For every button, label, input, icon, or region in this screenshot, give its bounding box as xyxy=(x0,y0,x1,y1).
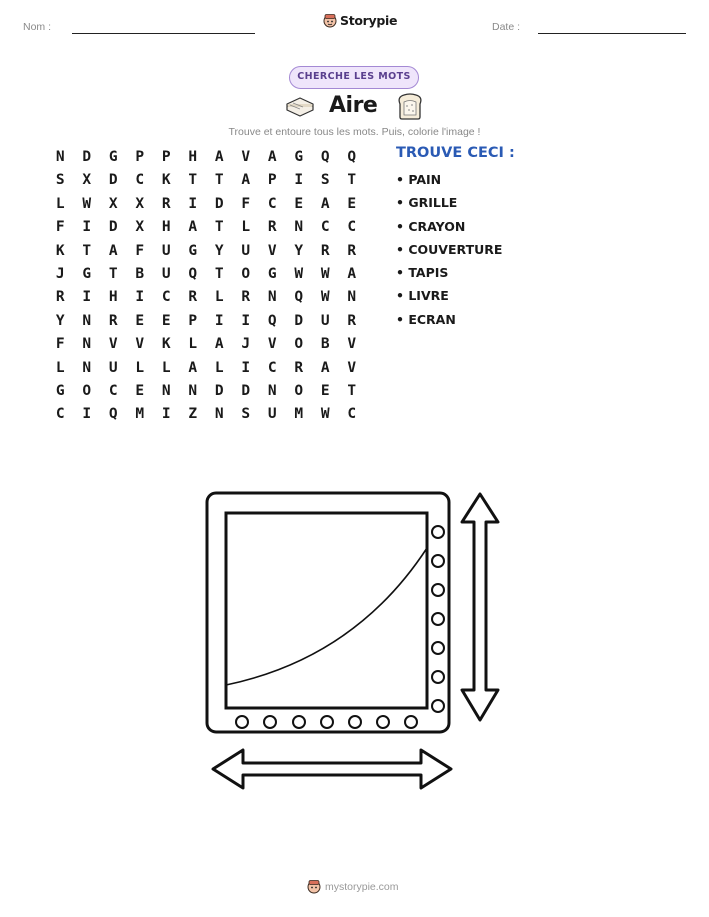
grid-letter[interactable]: E xyxy=(135,312,145,329)
grid-letter[interactable]: T xyxy=(214,265,224,282)
grid-letter[interactable]: C xyxy=(55,406,65,423)
grid-letter[interactable]: U xyxy=(267,406,277,423)
grid-letter[interactable]: Z xyxy=(188,406,198,423)
grid-row xyxy=(47,217,365,240)
word-item: • COUVERTURE xyxy=(396,241,503,257)
grid-letter[interactable]: G xyxy=(294,149,304,165)
grid-letter[interactable]: I xyxy=(82,406,92,423)
grid-letter[interactable]: V xyxy=(108,336,118,353)
grid-letter[interactable]: C xyxy=(267,359,277,376)
grid-letter[interactable]: T xyxy=(214,219,224,236)
grid-letter[interactable]: G xyxy=(267,265,277,282)
grid-letter[interactable]: I xyxy=(241,312,251,329)
grid-letter[interactable]: R xyxy=(347,242,357,259)
grid-letter[interactable]: E xyxy=(320,382,330,399)
word-item: • GRILLE xyxy=(396,195,458,211)
grid-letter[interactable]: H xyxy=(108,289,118,306)
grid-letter[interactable]: C xyxy=(108,382,118,399)
grid-letter[interactable]: Y xyxy=(214,242,224,259)
grid-letter[interactable]: Q xyxy=(294,289,304,306)
grid-letter[interactable]: N xyxy=(294,219,304,236)
grid-row xyxy=(47,334,365,357)
grid-letter[interactable]: C xyxy=(347,219,357,236)
grid-letter[interactable]: K xyxy=(161,336,171,353)
grid-letter[interactable]: H xyxy=(188,149,198,165)
word-search-grid xyxy=(47,147,365,428)
grid-row xyxy=(47,381,365,404)
grid-letter[interactable]: A xyxy=(347,265,357,282)
grid-letter[interactable]: N xyxy=(347,289,357,306)
grid-row xyxy=(47,264,365,287)
grid-letter[interactable]: Q xyxy=(188,265,198,282)
grid-letter[interactable]: E xyxy=(347,195,357,212)
grid-letter[interactable]: U xyxy=(320,312,330,329)
grid-letter[interactable]: A xyxy=(214,336,224,353)
word-item: • LIVRE xyxy=(396,288,449,304)
grid-letter[interactable]: C xyxy=(267,195,277,212)
grid-letter[interactable]: G xyxy=(188,242,198,259)
toast-bread-icon xyxy=(396,93,424,120)
grid-letter[interactable]: U xyxy=(241,242,251,259)
footer-url[interactable]: mystorypie.com xyxy=(325,880,399,893)
grid-letter[interactable]: N xyxy=(188,382,198,399)
word-item: • CRAYON xyxy=(396,218,466,234)
grid-letter[interactable]: T xyxy=(347,382,357,399)
grid-letter[interactable]: D xyxy=(108,219,118,236)
grid-letter[interactable]: G xyxy=(55,382,65,399)
grid-letter[interactable]: D xyxy=(108,172,118,189)
grid-letter[interactable]: Y xyxy=(294,242,304,259)
grid-letter[interactable]: W xyxy=(320,265,330,282)
grid-letter[interactable]: C xyxy=(320,219,330,236)
grid-letter[interactable]: O xyxy=(294,336,304,353)
grid-letter[interactable]: K xyxy=(55,242,65,259)
grid-letter[interactable]: I xyxy=(188,195,198,212)
grid-letter[interactable]: A xyxy=(320,359,330,376)
grid-letter[interactable]: S xyxy=(320,172,330,189)
grid-letter[interactable]: C xyxy=(135,172,145,189)
grid-letter[interactable]: I xyxy=(82,219,92,236)
grid-letter[interactable]: I xyxy=(214,312,224,329)
grid-letter[interactable]: X xyxy=(108,195,118,212)
grid-row xyxy=(47,147,365,170)
grid-letter[interactable]: M xyxy=(294,406,304,423)
grid-letter[interactable]: R xyxy=(267,219,277,236)
grid-letter[interactable]: Q xyxy=(320,149,330,165)
horizontal-double-arrow xyxy=(213,750,451,788)
grid-letter[interactable]: C xyxy=(347,406,357,423)
grid-letter[interactable]: G xyxy=(108,149,118,165)
grid-letter[interactable]: R xyxy=(55,289,65,306)
name-line xyxy=(72,33,255,34)
grid-letter[interactable]: D xyxy=(214,195,224,212)
grid-row xyxy=(47,358,365,381)
grid-letter[interactable]: N xyxy=(161,382,171,399)
word-item: • PAIN xyxy=(396,172,442,187)
grid-letter[interactable]: J xyxy=(241,336,251,353)
grid-letter[interactable]: J xyxy=(55,265,65,282)
grid-letter[interactable]: D xyxy=(294,312,304,329)
grid-letter[interactable]: T xyxy=(108,265,118,282)
grid-letter[interactable]: L xyxy=(214,289,224,306)
word-list xyxy=(396,170,502,333)
grid-letter[interactable]: T xyxy=(82,242,92,259)
grid-letter[interactable]: P xyxy=(135,149,145,165)
grid-letter[interactable]: L xyxy=(161,359,171,376)
grid-letter[interactable]: R xyxy=(294,359,304,376)
page-title: Aire xyxy=(329,93,378,118)
grid-letter[interactable]: I xyxy=(82,289,92,306)
grid-letter[interactable]: Q xyxy=(267,312,277,329)
date-label: Date : xyxy=(492,21,521,33)
storypie-mascot-icon xyxy=(307,879,321,894)
grid-letter[interactable]: N xyxy=(82,312,92,329)
grid-letter[interactable]: K xyxy=(161,172,171,189)
grid-letter[interactable]: A xyxy=(267,149,277,165)
grid-letter[interactable]: R xyxy=(320,242,330,259)
grid-letter[interactable]: V xyxy=(135,336,145,353)
grid-letter[interactable]: S xyxy=(55,172,65,189)
grid-row xyxy=(47,311,365,334)
coloring-illustration xyxy=(205,488,505,798)
grid-letter[interactable]: N xyxy=(267,289,277,306)
grid-letter[interactable]: W xyxy=(82,195,92,212)
instruction-text: Trouve et entoure tous les mots. Puis, colorie l'image ! xyxy=(228,126,481,138)
grid-letter[interactable]: I xyxy=(241,359,251,376)
grid-row xyxy=(47,287,365,310)
grid-row xyxy=(47,404,365,427)
grid-letter[interactable]: V xyxy=(347,336,357,353)
vertical-double-arrow xyxy=(462,494,498,720)
grid-letter[interactable]: U xyxy=(108,359,118,376)
grid-letter[interactable]: W xyxy=(294,265,304,282)
grid-row xyxy=(47,241,365,264)
tablet-illustration xyxy=(207,493,449,732)
footer xyxy=(307,879,399,894)
grid-letter[interactable]: A xyxy=(108,242,118,259)
grid-row xyxy=(47,194,365,217)
grid-letter[interactable]: O xyxy=(241,265,251,282)
grid-letter[interactable]: R xyxy=(108,312,118,329)
grid-letter[interactable]: V xyxy=(267,336,277,353)
grid-letter[interactable]: P xyxy=(267,172,277,189)
grid-letter[interactable]: W xyxy=(320,406,330,423)
brand-name: Storypie xyxy=(340,13,398,28)
grid-letter[interactable]: M xyxy=(135,406,145,423)
grid-letter[interactable]: Q xyxy=(108,406,118,423)
grid-letter[interactable]: F xyxy=(55,336,65,353)
grid-letter[interactable]: I xyxy=(161,406,171,423)
grid-letter[interactable]: U xyxy=(161,242,171,259)
grid-letter[interactable]: A xyxy=(188,359,198,376)
word-item: • ECRAN xyxy=(396,311,456,327)
grid-letter[interactable]: R xyxy=(347,312,357,329)
grid-letter[interactable]: O xyxy=(294,382,304,399)
grid-letter[interactable]: O xyxy=(82,382,92,399)
grid-letter[interactable]: D xyxy=(82,149,92,165)
grid-letter[interactable]: V xyxy=(347,359,357,376)
grid-letter[interactable]: L xyxy=(188,336,198,353)
grid-letter[interactable]: P xyxy=(188,312,198,329)
grid-letter[interactable]: B xyxy=(135,265,145,282)
grid-letter[interactable]: S xyxy=(241,406,251,423)
grid-row xyxy=(47,170,365,193)
grid-letter[interactable]: H xyxy=(161,219,171,236)
grid-letter[interactable]: L xyxy=(55,359,65,376)
brand-logo xyxy=(323,13,397,28)
grid-letter[interactable]: N xyxy=(82,336,92,353)
grid-letter[interactable]: C xyxy=(161,289,171,306)
grid-letter[interactable]: A xyxy=(320,195,330,212)
grid-letter[interactable]: R xyxy=(161,195,171,212)
grid-letter[interactable]: F xyxy=(241,195,251,212)
grid-letter[interactable]: X xyxy=(135,195,145,212)
grid-letter[interactable]: X xyxy=(82,172,92,189)
activity-badge: CHERCHE LES MOTS xyxy=(289,66,419,89)
grid-letter[interactable]: I xyxy=(294,172,304,189)
grid-letter[interactable]: N xyxy=(214,406,224,423)
grid-letter[interactable]: N xyxy=(267,382,277,399)
grid-letter[interactable]: B xyxy=(320,336,330,353)
grid-letter[interactable]: N xyxy=(55,149,65,165)
grid-letter[interactable]: I xyxy=(135,289,145,306)
grid-letter[interactable]: Y xyxy=(55,312,65,329)
grid-letter[interactable]: L xyxy=(241,219,251,236)
grid-letter[interactable]: R xyxy=(188,289,198,306)
grid-letter[interactable]: D xyxy=(214,382,224,399)
grid-letter[interactable]: F xyxy=(55,219,65,236)
grid-letter[interactable]: L xyxy=(214,359,224,376)
grid-letter[interactable]: V xyxy=(267,242,277,259)
word-item: • TAPIS xyxy=(396,265,449,281)
grid-letter[interactable]: E xyxy=(135,382,145,399)
grid-letter[interactable]: Q xyxy=(347,149,357,165)
grid-letter[interactable]: G xyxy=(82,265,92,282)
grid-letter[interactable]: P xyxy=(161,149,171,165)
sandwich-icon xyxy=(284,96,316,118)
grid-letter[interactable]: R xyxy=(241,289,251,306)
date-line xyxy=(538,33,686,34)
grid-letter[interactable]: L xyxy=(55,195,65,212)
grid-letter[interactable]: U xyxy=(161,265,171,282)
name-label: Nom : xyxy=(23,21,52,33)
storypie-mascot-icon xyxy=(323,13,337,28)
grid-letter[interactable]: T xyxy=(347,172,357,189)
grid-letter[interactable]: T xyxy=(188,172,198,189)
grid-letter[interactable]: E xyxy=(294,195,304,212)
grid-letter[interactable]: X xyxy=(135,219,145,236)
title-row xyxy=(0,93,709,121)
grid-letter[interactable]: A xyxy=(188,219,198,236)
grid-letter[interactable]: W xyxy=(320,289,330,306)
grid-letter[interactable]: L xyxy=(135,359,145,376)
grid-letter[interactable]: F xyxy=(135,242,145,259)
word-list-title: TROUVE CECI : xyxy=(396,145,515,161)
grid-letter[interactable]: A xyxy=(241,172,251,189)
grid-letter[interactable]: T xyxy=(214,172,224,189)
grid-letter[interactable]: N xyxy=(82,359,92,376)
grid-letter[interactable]: D xyxy=(241,382,251,399)
grid-letter[interactable]: V xyxy=(241,149,251,165)
grid-letter[interactable]: E xyxy=(161,312,171,329)
grid-letter[interactable]: A xyxy=(214,149,224,165)
